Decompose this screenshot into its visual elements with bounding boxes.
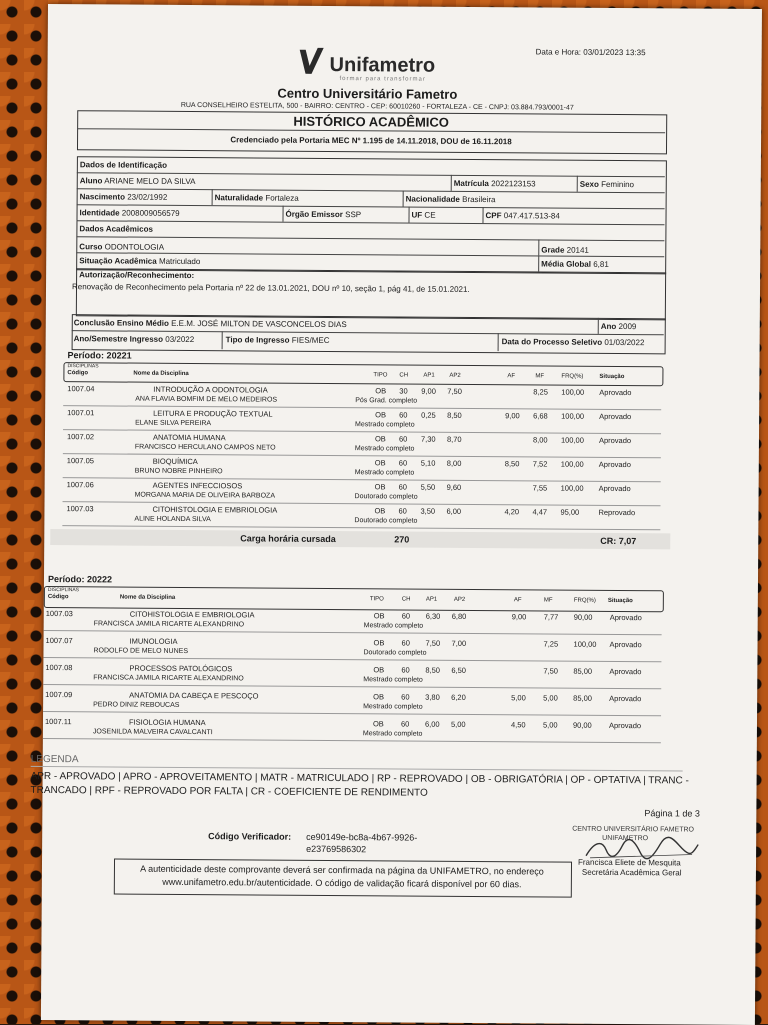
grade-af: 8,50 [504,459,520,469]
course-code: 1007.03 [45,608,73,619]
cpf-field: CPF 047.417.513-84 [485,211,560,221]
grade-ap1: 9,00 [421,386,436,396]
grade-ap1: 3,80 [425,692,440,702]
course-hours: 60 [398,458,408,468]
grade-ap2: 6,50 [451,665,466,675]
legend-line2: TRANCADO | RPF - REPROVADO POR FALTA | CR - COEFICIENTE DE RENDIMENTO [30,784,428,799]
col-mf-2: MF [543,597,553,604]
course-type: OB [372,719,384,729]
authorization-text: Renovação de Reconhecimento pela Portaria nº 22 de 13.01.2021, DOU nº 10, seção 1, pág 41, de 15.01.2021. [71,282,470,294]
course-hours: 60 [401,692,410,702]
col-code: Código [67,370,89,377]
course-type: OB [374,506,386,516]
frequency: 100,00 [560,435,584,445]
grade-ap2: 6,00 [446,506,462,516]
orgao-field: Órgão Emissor SSP [285,209,362,220]
course-type: OB [374,434,386,444]
grade-af: 9,00 [511,612,527,622]
frequency: 90,00 [572,720,592,730]
frequency: 85,00 [573,693,592,703]
nacionalidade-field: Nacionalidade Brasileira [405,194,496,205]
acad-section-title: Dados Acadêmicos [79,224,153,234]
col-ch-2: CH [401,596,411,603]
course-hours: 60 [401,665,410,675]
col-ap1-2: AP1 [425,596,438,603]
row-divider [43,657,661,662]
course-hours: 60 [398,506,407,516]
verif-code-1: ce90149e-bc8a-4b67-9926- [306,831,418,843]
frequency: 100,00 [560,483,584,493]
frequency: 100,00 [573,639,597,649]
course-code: 1007.09 [45,689,73,700]
status: Aprovado [599,411,632,422]
frequency: 100,00 [561,411,585,421]
grade-mf: 7,55 [532,483,548,493]
frequency: 100,00 [561,387,585,397]
course-name: IMUNOLOGIA [129,636,178,646]
unifametro-logo-icon [296,46,326,76]
course-type: OB [373,638,385,648]
professor-name: RODOLFO DE MELO NUNES [93,647,189,655]
ch-total: 270 [394,534,410,545]
course-hours: 60 [401,611,411,621]
row-divider [43,711,661,716]
authenticity-line2: www.unifametro.edu.br/autenticidade. O código de validação ficará disponível por 60 dias. [162,876,522,890]
grade-mf: 5,00 [543,693,558,703]
status: Aprovado [598,435,632,446]
course-code: 1007.08 [45,662,73,673]
professor-degree: Mestrado completo [363,676,423,684]
course-code: 1007.03 [66,504,94,514]
grade-ap1: 5,50 [420,482,436,492]
course-name: CITOHISTOLOGIA E EMBRIOLOGIA [129,609,255,620]
professor-degree: Pós Grad. completo [355,397,418,405]
professor-degree: Mestrado completo [362,730,423,738]
col-name: Nome da Disciplina [133,370,189,377]
professor-name: FRANCISCO HERCULANO CAMPOS NETO [134,443,276,452]
row-divider [44,630,662,635]
grade-ap2: 7,50 [447,386,462,396]
grade-mf: 8,00 [532,435,548,445]
period1-title: Período: 20221 [67,350,132,361]
status: Aprovado [599,387,632,398]
col-mf: MF [535,373,545,380]
uf-field: UF CE [411,210,436,220]
professor-degree: Doutorado completo [354,517,418,525]
col-disc-label: DISCIPLINAS [67,363,99,370]
page-number: Página 1 de 3 [644,808,700,819]
course-code: 1007.04 [67,384,95,394]
professor-degree: Mestrado completo [354,445,415,453]
grade-mf: 5,00 [542,720,558,730]
professor-name: ALINE HOLANDA SILVA [134,515,211,524]
grade-ap2: 7,00 [451,638,467,648]
doc-title: HISTÓRICO ACADÊMICO [293,113,450,130]
authenticity-line1: A autenticidade deste comprovante deverá ser confirmada na página da UNIFAMETRO, no endereço [140,863,544,877]
professor-name: ELANE SILVA PEREIRA [135,419,212,428]
course-name: CITOHISTOLOGIA E EMBRIOLOGIA [152,504,278,515]
grade-ap1: 5,10 [420,458,436,468]
course-name: BIOQUÍMICA [152,456,198,467]
frequency: 90,00 [573,612,593,622]
verif-code-2: e23769586302 [306,843,367,855]
course-name: LEITURA E PRODUÇÃO TEXTUAL [153,408,273,419]
ingresso-field: Ano/Semestre Ingresso 03/2022 [73,334,195,345]
course-type: OB [374,482,386,492]
ident-section-title: Dados de Identificação [79,160,168,170]
course-hours: 60 [399,410,408,420]
course-name: ANATOMIA HUMANA [152,432,226,443]
processo-field: Data do Processo Seletivo 01/03/2022 [501,337,645,348]
professor-degree: Mestrado completo [355,421,415,429]
course-name: FISIOLOGIA HUMANA [128,717,206,728]
professor-name: JOSENILDA MALVEIRA CAVALCANTI [92,728,213,737]
status: Aprovado [598,483,631,494]
col-ap2: AP2 [449,372,461,379]
stamp-line2: UNIFAMETRO [602,834,649,843]
institution-name: Centro Universitário Fametro [277,85,458,102]
grade-ap1: 6,30 [425,611,441,621]
course-type: OB [374,458,386,468]
frequency: 100,00 [560,459,584,469]
col-name-2: Nome da Disciplina [119,594,176,601]
col-ap1: AP1 [423,372,435,379]
grade-ap1: 3,50 [420,506,436,516]
legend-line1: APR - APROVADO | APRO - APROVEITAMENTO | MATR - MATRICULADO | RP - REPROVADO | OB - OBRIGATÓRIA | OP - OPTATIVA | TRANC - [30,770,689,787]
grade-af: 4,50 [510,720,526,730]
accreditation: Credenciado pela Portaria MEC Nº 1.195 de 14.11.2018, DOU de 16.11.2018 [230,135,512,147]
course-hours: 60 [398,482,408,492]
signer-name: Francisca Eliete de Mesquita [577,857,681,868]
grade-ap2: 6,80 [451,611,467,621]
col-disc-label-2: DISCIPLINAS [47,587,80,594]
media-field: Média Global 6,81 [541,259,609,269]
row-divider [43,738,661,743]
grade-ap1: 7,50 [425,638,441,648]
date-label: Data e Hora: 03/01/2023 13:35 [535,47,646,58]
sexo-field: Sexo Feminino [579,179,635,190]
grade-af: 4,20 [504,507,520,517]
nascimento-field: Nascimento 23/02/1992 [79,192,168,202]
status: Aprovado [609,612,642,623]
frequency: 85,00 [573,666,593,676]
grade-mf: 7,50 [543,666,558,676]
grade-mf: 4,47 [532,507,548,517]
conclusao-field: Conclusão Ensino Médio E.E.M. JOSÉ MILTON DE VASCONCELOS DIAS [73,318,347,330]
grade-ap1: 8,50 [425,665,440,675]
period1-summary-bar [50,529,670,549]
tipo-ingresso-field: Tipo de Ingresso FIES/MEC [225,335,330,345]
grade-ap2: 6,20 [451,692,466,702]
logo-tagline: formar para transformar [339,76,426,83]
col-code-2: Código [47,594,69,601]
grade-mf: 7,25 [543,639,559,649]
col-af-2: AF [513,597,522,604]
grade-ap1: 6,00 [424,719,440,729]
course-code: 1007.05 [66,456,94,466]
grade-mf: 6,68 [533,411,548,421]
grade-ap1: 7,30 [420,434,436,444]
professor-name: MORGANA MARIA DE OLIVEIRA BARBOZA [134,491,276,500]
col-tipo-2: TIPO [369,596,384,603]
professor-degree: Doutorado completo [354,493,418,501]
course-type: OB [375,410,387,420]
institution-address: RUA CONSELHEIRO ESTELITA, 500 - BAIRRO: CENTRO - CEP: 60010260 - FORTALEZA - CE - CNPJ: 03.884.793/0001-47 [180,101,574,112]
professor-name: ANA FLAVIA BOMFIM DE MELO MEDEIROS [135,395,278,404]
situacao-field: Situação Acadêmica Matriculado [79,256,201,267]
course-name: INTRODUÇÃO A ODONTOLOGIA [153,384,268,395]
stamp-line1: CENTRO UNIVERSITÁRIO FAMETRO [572,825,695,834]
course-hours: 60 [401,638,410,648]
course-type: OB [375,386,387,396]
ch-label: Carga horária cursada [240,533,336,545]
authorization-label: Autorização/Reconhecimento: [79,270,195,281]
status: Aprovado [609,693,642,704]
frequency: 95,00 [560,507,580,517]
col-freq-2: FRQ(%) [573,597,596,604]
status: Aprovado [609,666,642,677]
identidade-field: Identidade 2008009056579 [79,208,180,218]
verif-label: Código Verificador: [208,831,292,842]
grade-mf: 7,77 [543,612,559,622]
course-code: 1007.11 [44,716,72,727]
col-ch: CH [399,372,409,379]
signer-role: Secretária Acadêmica Geral [581,867,682,878]
status: Aprovado [608,720,642,731]
course-code: 1007.07 [45,635,73,646]
course-code: 1007.01 [67,408,95,418]
professor-degree: Doutorado completo [363,649,427,657]
course-name: AGENTES INFECCIOSOS [152,480,243,491]
course-hours: 60 [400,719,410,729]
period2-title: Período: 20222 [47,574,113,585]
grade-field: Grade 20141 [541,245,589,255]
course-code: 1007.06 [66,480,94,490]
professor-degree: Mestrado completo [363,622,424,630]
col-af: AF [507,373,516,380]
course-type: OB [373,692,385,702]
professor-name: FRANCISCA JAMILA RICARTE ALEXANDRINO [93,620,245,629]
course-hours: 60 [398,434,408,444]
transcript-page [30,4,762,1025]
curso-field: Curso ODONTOLOGIA [79,242,165,252]
professor-degree: Mestrado completo [354,469,415,477]
col-tipo: TIPO [373,372,388,379]
grade-ap2: 5,00 [450,719,466,729]
professor-name: FRANCISCA JAMILA RICARTE ALEXANDRINO [93,674,244,683]
col-freq: FRQ(%) [561,373,584,380]
professor-degree: Mestrado completo [363,703,423,711]
grade-ap2: 8,70 [446,434,462,444]
col-sit-2: Situação [607,597,633,605]
grade-ap1: 0,25 [421,410,436,420]
grade-ap2: 8,50 [447,410,462,420]
status: Aprovado [598,459,631,470]
professor-name: BRUNO NOBRE PINHEIRO [134,467,223,476]
col-sit: Situação [599,373,625,381]
aluno-row: Aluno ARIANE MELO DA SILVA [79,176,196,187]
status: Aprovado [609,639,642,650]
course-type: OB [373,611,385,621]
matricula-field: Matrícula 2022123153 [453,178,536,189]
grade-ap2: 9,60 [446,482,462,492]
grade-ap2: 8,00 [446,458,462,468]
course-name: PROCESSOS PATOLÓGICOS [129,663,233,674]
naturalidade-field: Naturalidade Fortaleza [214,193,299,203]
course-hours: 30 [399,386,408,396]
logo-text: Unifametro [329,53,436,77]
grade-af: 9,00 [505,411,520,421]
row-divider [43,684,661,689]
course-type: OB [373,665,385,675]
ano-field: Ano 2009 [600,321,637,332]
legend-title: LEGENDA [30,753,79,766]
professor-name: PEDRO DINIZ REBOUCAS [93,701,180,709]
grade-mf: 7,52 [532,459,548,469]
grade-af: 5,00 [511,693,526,703]
grade-mf: 8,25 [533,387,548,397]
status: Reprovado [598,507,636,518]
cr-value: CR: 7,07 [600,535,637,547]
col-ap2-2: AP2 [453,596,466,603]
course-code: 1007.02 [66,432,95,442]
course-name: ANATOMIA DA CABEÇA E PESCOÇO [129,690,259,701]
